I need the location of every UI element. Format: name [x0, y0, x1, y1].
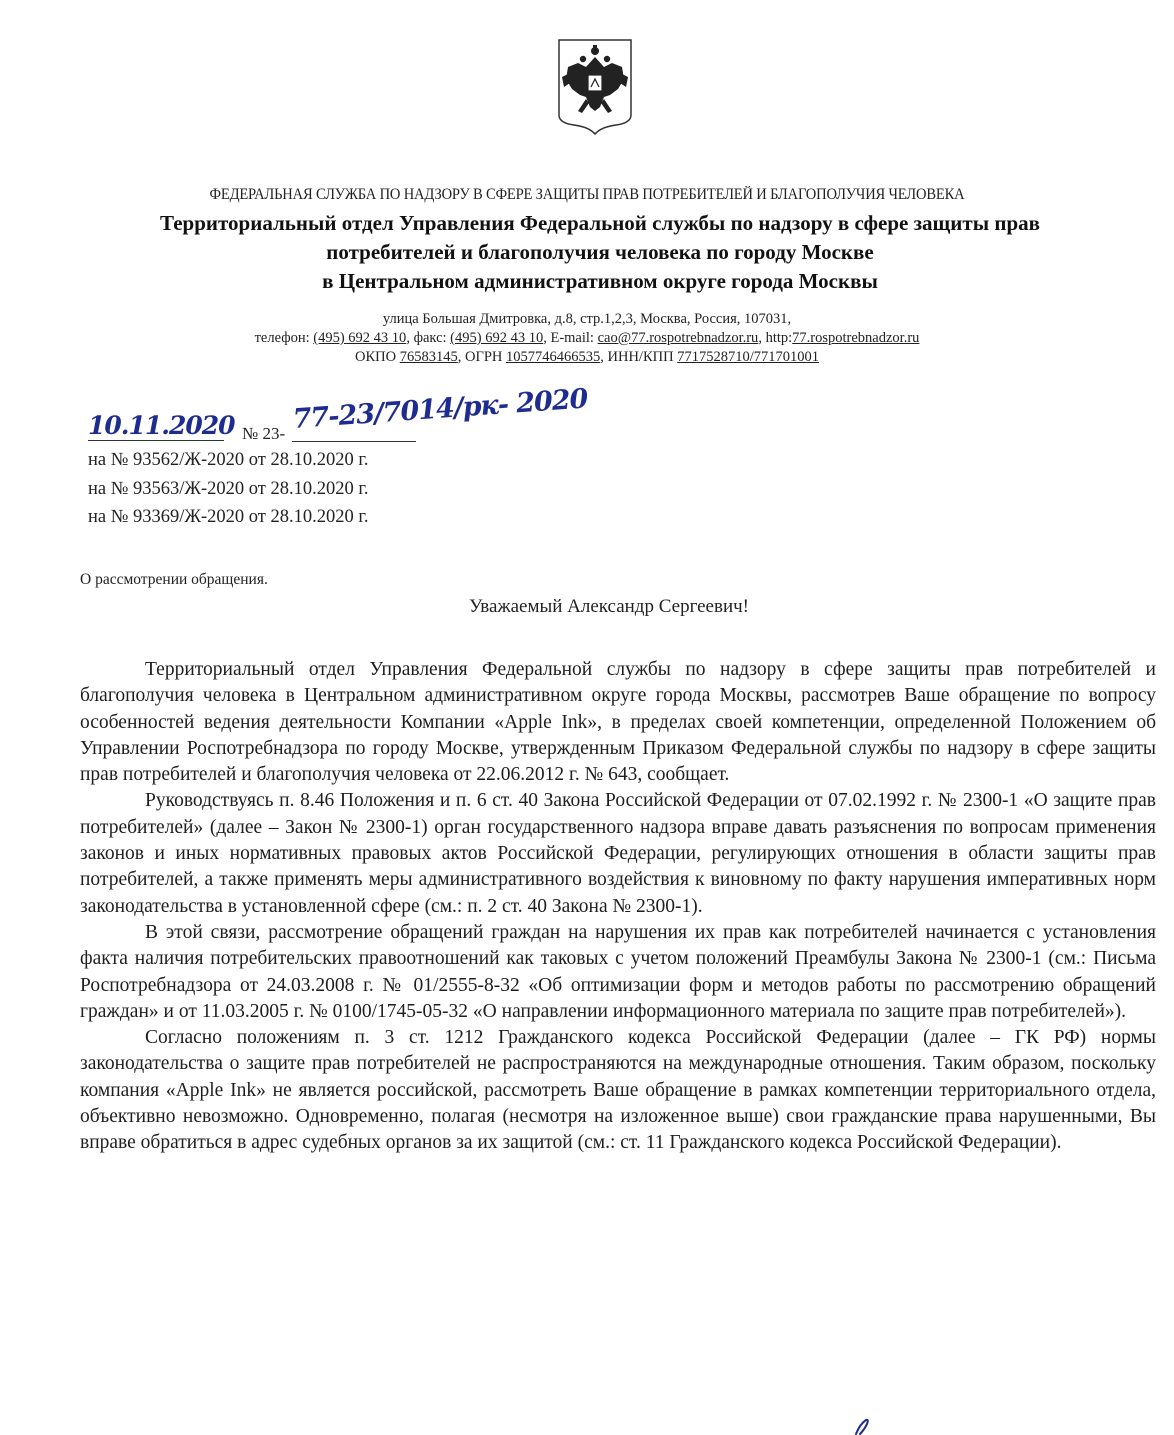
fax-label: , факс: [406, 330, 451, 346]
website-link[interactable]: 77.rospotrebnadzor.ru [792, 330, 920, 346]
registration-codes [0, 348, 1174, 367]
okpo-label: ОКПО [355, 349, 400, 365]
phone-label: телефон: [254, 330, 314, 346]
department-name [60, 209, 1140, 296]
reference-number-underline [292, 441, 416, 442]
postal-address: улица Большая Дмитровка, д.8, стр.1,2,3, Москва, Россия, 107031, [382, 311, 792, 327]
contact-block [0, 310, 1174, 367]
in-reply-to-list [88, 446, 368, 532]
inn-label: , ИНН/КПП [600, 349, 678, 365]
handwritten-reference-number: 77-23/7014/рк- 2020 [291, 383, 589, 436]
phone-number: (495) 692 43 10 [313, 330, 407, 346]
body-paragraph: В этой связи, рассмотрение обращений граждан на нарушения их прав как потребителей начинается с установления факта наличия потребительских правоотношений как таковых с учетом положений Преамбулы Закона № 2300-1 (см.: Письма Роспотребнадзора от 24.03.2008 г. № 01/2555-8-32 «Об оптимизации форм и методов работы по рассмотрению обращений граждан» и от 11.03.2005 г. № 0100/1745-05-32 «О направлении информационного материала по защите прав потребителей»). [80, 921, 1156, 1022]
reply-reference: на № 93369/Ж-2020 от 28.10.2020 г. [88, 507, 369, 527]
body-paragraph: Территориальный отдел Управления Федеральной службы по надзору в сфере защиты прав потребителей и благополучия человека в Центральном административном округе города Москвы, рассмотрев Ваше обращение по вопросу особенностей ведения деятельности Компании «Apple Ink», в пределах своей компетенции, определенной Положением об Управлении Роспотребнадзора по городу Москве, утвержденным Приказом Федеральной службы по надзору в сфере защиты прав потребителей и благополучия человека от 22.06.2012 г. № 643, сообщает. [80, 659, 1156, 786]
department-line: потребителей и благополучия человека по городу Москве [326, 240, 874, 264]
fax-number: (495) 692 43 10 [450, 330, 544, 346]
department-line: в Центральном административном округе города Москвы [322, 269, 878, 293]
ogrn-value: 1057746466535 [506, 349, 601, 365]
email-label: , E-mail: [543, 330, 598, 346]
salutation: Уважаемый Александр Сергеевич! [468, 596, 749, 617]
reference-number-prefix: № 23- [242, 424, 286, 443]
russian-coat-of-arms-icon [556, 37, 634, 137]
ogrn-label: , ОГРН [457, 349, 506, 365]
reply-reference: на № 93562/Ж-2020 от 28.10.2020 г. [88, 450, 369, 470]
handwritten-date: 10.11.2020 [88, 411, 235, 440]
inn-kpp-value: 7717528710/771701001 [677, 349, 819, 365]
contact-line [0, 329, 1174, 348]
reply-reference: на № 93563/Ж-2020 от 28.10.2020 г. [88, 478, 369, 499]
body-paragraph: Согласно положениям п. 3 ст. 1212 Гражданского кодекса Российской Федерации (далее – ГК РФ) нормы законодательства о защите прав потребителей не распространяются на международные отношения. Таким образом, поскольку компания «Apple Ink» не является российской, рассмотреть Ваше обращение в рамках компетенции территориального отдела, объективно невозможно. Одновременно, полагая (несмотря на изложенное выше) свои гражданские права нарушенными, Вы вправе обратиться в адрес судебных органов за их защитой (см.: ст. 11 Гражданского кодекса Российской Федерации). [80, 1027, 1156, 1154]
agency-name: ФЕДЕРАЛЬНАЯ СЛУЖБА ПО НАДЗОРУ В СФЕРЕ ЗАЩИТЫ ПРАВ ПОТРЕБИТЕЛЕЙ И БЛАГОПОЛУЧИЯ ЧЕЛОВЕКА [209, 186, 965, 203]
outgoing-reference [88, 383, 728, 444]
handwritten-signature-icon [852, 1418, 872, 1435]
body-paragraph: Руководствуясь п. 8.46 Положения и п. 6 ст. 40 Закона Российской Федерации от 07.02.1992 г. № 2300-1 «О защите прав потребителей» (далее – Закон № 2300-1) орган государственного надзора вправе давать разъяснения по вопросам применения законов и иных нормативных правовых актов Российской Федерации, регулирующих отношения в области защиты прав потребителей, а также применять меры административного воздействия к виновному по факту нарушения императивных норм законодательства в установленной сфере (см.: п. 2 ст. 40 Закона № 2300-1). [80, 790, 1156, 917]
email-link[interactable]: cao@77.rospotrebnadzor.ru [597, 330, 759, 346]
letter-subject: О рассмотрении обращения. [80, 571, 268, 588]
okpo-value: 76583145 [399, 349, 458, 365]
department-line: Территориальный отдел Управления Федеральной службы по надзору в сфере защиты прав [160, 211, 1040, 235]
letter-body [80, 657, 1156, 1157]
web-label: , http: [758, 330, 793, 346]
